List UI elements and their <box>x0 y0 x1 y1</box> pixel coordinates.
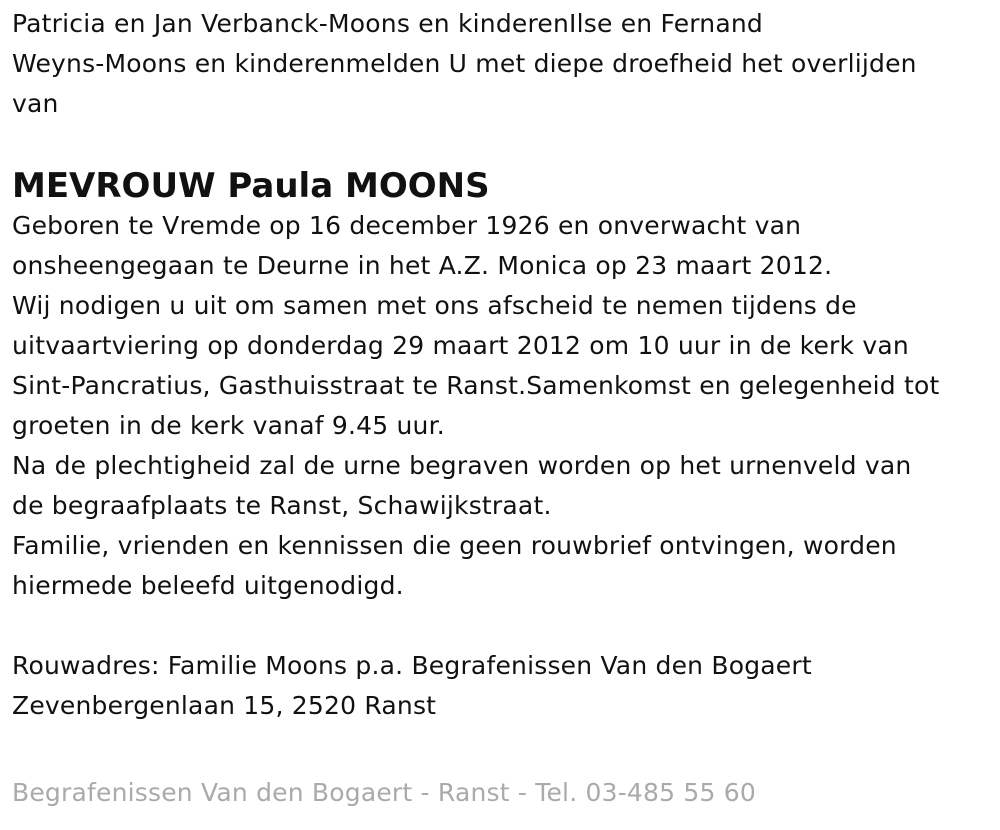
body-line: Geboren te Vremde op 16 december 1926 en onverwacht van <box>12 211 802 240</box>
intro-text <box>12 4 992 124</box>
notice-body <box>12 206 992 606</box>
body-line: groeten in de kerk vanaf 9.45 uur. <box>12 411 445 440</box>
intro-line: Patricia en Jan Verbanck-Moons en kinderenIlse en Fernand <box>12 9 763 38</box>
address-line: Rouwadres: Familie Moons p.a. Begrafenissen Van den Bogaert <box>12 651 812 680</box>
body-line: hiermede beleefd uitgenodigd. <box>12 571 404 600</box>
mourning-address <box>12 646 992 726</box>
body-line: onsheengegaan te Deurne in het A.Z. Monica op 23 maart 2012. <box>12 251 833 280</box>
body-line: Wij nodigen u uit om samen met ons afscheid te nemen tijdens de <box>12 291 857 320</box>
body-line: Na de plechtigheid zal de urne begraven worden op het urnenveld van <box>12 451 912 480</box>
intro-line: Weyns-Moons en kinderenmelden U met diepe droefheid het overlijden <box>12 49 917 78</box>
body-line: de begraafplaats te Ranst, Schawijkstraat. <box>12 491 552 520</box>
body-line: Sint-Pancratius, Gasthuisstraat te Ranst.Samenkomst en gelegenheid tot <box>12 371 940 400</box>
deceased-name: MEVROUW Paula MOONS <box>12 166 490 206</box>
death-notice <box>12 4 992 726</box>
spacer <box>12 606 992 646</box>
intro-line: van <box>12 89 59 118</box>
funeral-home-footer: Begrafenissen Van den Bogaert - Ranst - Tel. 03-485 55 60 <box>12 778 756 807</box>
address-line: Zevenbergenlaan 15, 2520 Ranst <box>12 691 437 720</box>
body-line: uitvaartviering op donderdag 29 maart 2012 om 10 uur in de kerk van <box>12 331 909 360</box>
body-line: Familie, vrienden en kennissen die geen rouwbrief ontvingen, worden <box>12 531 897 560</box>
